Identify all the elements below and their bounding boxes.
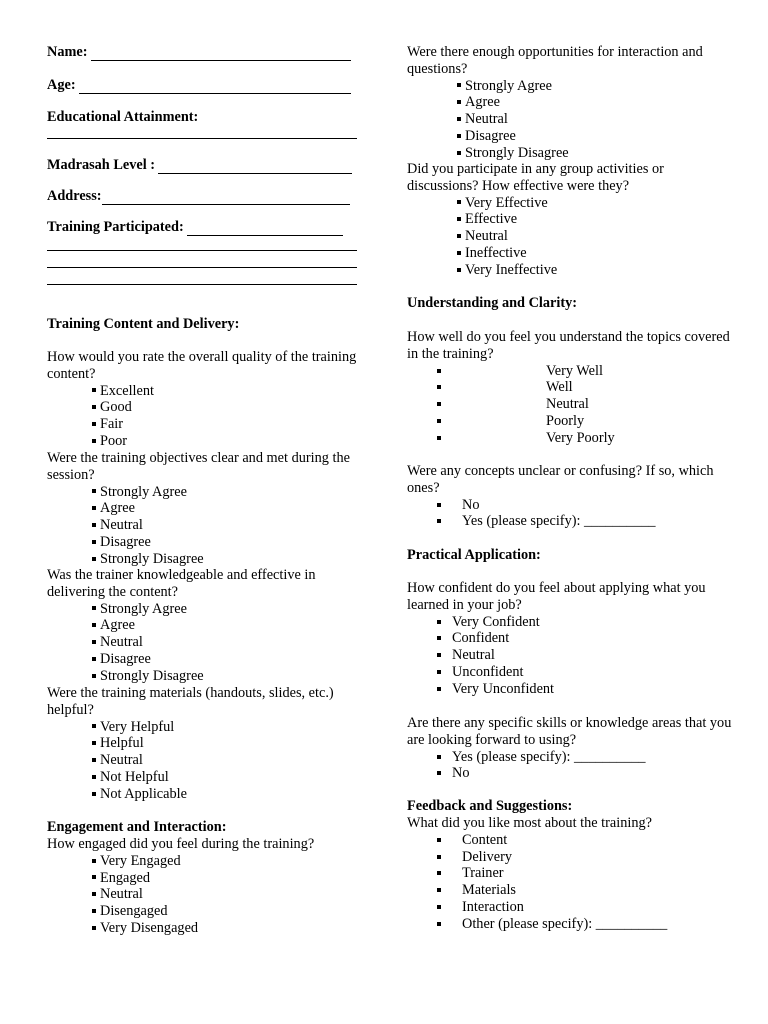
bullet-icon xyxy=(92,623,96,627)
option-very-poorly[interactable]: Very Poorly xyxy=(407,430,737,447)
option-very-effective[interactable]: Very Effective xyxy=(407,195,737,212)
option-no[interactable]: No xyxy=(407,765,737,782)
training-participated-field[interactable] xyxy=(47,219,367,236)
option-very-confident[interactable]: Very Confident xyxy=(407,614,737,631)
content-q3 xyxy=(47,567,367,685)
option-very-ineffective[interactable]: Very Ineffective xyxy=(407,262,737,279)
content-q2 xyxy=(47,450,367,568)
engagement-q3-text: Did you participate in any group activities or discussions? How effective were they? xyxy=(407,161,664,194)
bullet-icon xyxy=(457,83,461,87)
bullet-icon xyxy=(437,771,441,775)
education-field[interactable] xyxy=(47,109,367,126)
madrasah-input-line[interactable] xyxy=(158,161,352,174)
content-q3-text: Was the trainer knowledgeable and effective in delivering the content? xyxy=(47,567,316,600)
option-neutral[interactable]: Neutral xyxy=(47,886,367,903)
bullet-icon xyxy=(92,674,96,678)
engagement-q3 xyxy=(407,161,737,279)
bullet-icon xyxy=(437,670,441,674)
option-agree[interactable]: Agree xyxy=(47,500,367,517)
bullet-icon xyxy=(437,385,441,389)
content-q1-text: How would you rate the overall quality of the training content? xyxy=(47,349,357,382)
option-disagree[interactable]: Disagree xyxy=(47,651,367,668)
option-yes-specify[interactable]: Yes (please specify): __________ xyxy=(407,513,737,530)
bullet-icon xyxy=(457,117,461,121)
option-other-specify[interactable]: Other (please specify): __________ xyxy=(407,916,737,933)
bullet-icon xyxy=(92,758,96,762)
bullet-icon xyxy=(457,251,461,255)
feedback-q1-text: What did you like most about the training? xyxy=(407,815,652,831)
training-participated-input-line[interactable] xyxy=(187,223,343,236)
content-q4 xyxy=(47,685,367,803)
option-yes-specify[interactable]: Yes (please specify): __________ xyxy=(407,749,737,766)
bullet-icon xyxy=(92,422,96,426)
address-field[interactable] xyxy=(47,188,367,205)
bullet-icon xyxy=(92,875,96,879)
option-very-engaged[interactable]: Very Engaged xyxy=(47,853,367,870)
option-disagree[interactable]: Disagree xyxy=(407,128,737,145)
engagement-heading: Engagement and Interaction: xyxy=(47,819,227,835)
option-very-well[interactable]: Very Well xyxy=(407,363,737,380)
bullet-icon xyxy=(457,217,461,221)
madrasah-label: Madrasah Level : xyxy=(47,157,156,174)
option-interaction[interactable]: Interaction xyxy=(407,899,737,916)
option-strongly-agree[interactable]: Strongly Agree xyxy=(407,78,737,95)
age-field[interactable] xyxy=(47,77,367,94)
bullet-icon xyxy=(437,922,441,926)
content-q4-text: Were the training materials (handouts, slides, etc.) helpful? xyxy=(47,685,334,718)
bullet-icon xyxy=(437,838,441,842)
option-confident[interactable]: Confident xyxy=(407,630,737,647)
bullet-icon xyxy=(457,200,461,204)
bullet-icon xyxy=(437,905,441,909)
bullet-icon xyxy=(92,540,96,544)
understanding-q2 xyxy=(407,463,737,530)
bullet-icon xyxy=(437,855,441,859)
engagement-q1-text: How engaged did you feel during the training? xyxy=(47,836,315,852)
option-not-applicable[interactable]: Not Applicable xyxy=(47,786,367,803)
option-strongly-agree[interactable]: Strongly Agree xyxy=(47,601,367,618)
bullet-icon xyxy=(437,402,441,406)
understanding-q2-options xyxy=(407,497,737,531)
practical-q1-options xyxy=(407,614,737,698)
understanding-heading: Understanding and Clarity: xyxy=(407,295,577,311)
training-extra-line-1[interactable] xyxy=(47,250,357,251)
bullet-icon xyxy=(437,687,441,691)
training-extra-line-3[interactable] xyxy=(47,284,357,285)
option-strongly-disagree[interactable]: Strongly Disagree xyxy=(47,551,367,568)
bullet-icon xyxy=(92,439,96,443)
option-helpful[interactable]: Helpful xyxy=(47,735,367,752)
option-strongly-agree[interactable]: Strongly Agree xyxy=(47,484,367,501)
name-label: Name: xyxy=(47,44,88,61)
engagement-q1-options xyxy=(47,853,367,937)
understanding-q1-text: How well do you feel you understand the topics covered in the training? xyxy=(407,329,730,362)
option-poorly[interactable]: Poorly xyxy=(407,413,737,430)
option-neutral[interactable]: Neutral xyxy=(47,517,367,534)
bullet-icon xyxy=(92,388,96,392)
option-neutral[interactable]: Neutral xyxy=(407,396,737,413)
education-label: Educational Attainment: xyxy=(47,109,199,125)
option-unconfident[interactable]: Unconfident xyxy=(407,664,737,681)
practical-q2-text: Are there any specific skills or knowledge areas that you are looking forward to using? xyxy=(407,715,732,748)
bullet-icon xyxy=(437,369,441,373)
option-trainer[interactable]: Trainer xyxy=(407,865,737,882)
option-very-helpful[interactable]: Very Helpful xyxy=(47,719,367,736)
content-q3-options xyxy=(47,601,367,685)
option-disengaged[interactable]: Disengaged xyxy=(47,903,367,920)
bullet-icon xyxy=(92,523,96,527)
education-input-line[interactable] xyxy=(47,138,357,139)
content-q2-text: Were the training objectives clear and met during the session? xyxy=(47,450,350,483)
engagement-q1 xyxy=(47,836,367,937)
bullet-icon xyxy=(92,657,96,661)
bullet-icon xyxy=(92,792,96,796)
bullet-icon xyxy=(457,134,461,138)
option-agree[interactable]: Agree xyxy=(407,94,737,111)
option-neutral[interactable]: Neutral xyxy=(407,228,737,245)
bullet-icon xyxy=(92,557,96,561)
practical-q2-options xyxy=(407,749,737,783)
option-strongly-disagree[interactable]: Strongly Disagree xyxy=(47,668,367,685)
bullet-icon xyxy=(437,755,441,759)
option-very-disengaged[interactable]: Very Disengaged xyxy=(47,920,367,937)
content-q4-options xyxy=(47,719,367,803)
option-neutral[interactable]: Neutral xyxy=(47,634,367,651)
bullet-icon xyxy=(437,519,441,523)
bullet-icon xyxy=(92,926,96,930)
option-very-unconfident[interactable]: Very Unconfident xyxy=(407,681,737,698)
bullet-icon xyxy=(457,100,461,104)
option-strongly-disagree[interactable]: Strongly Disagree xyxy=(407,145,737,162)
bullet-icon xyxy=(92,892,96,896)
feedback-q1-options xyxy=(407,832,737,933)
bullet-icon xyxy=(92,405,96,409)
training-participated-label: Training Participated: xyxy=(47,219,184,236)
bullet-icon xyxy=(437,620,441,624)
content-heading: Training Content and Delivery: xyxy=(47,316,240,332)
option-good[interactable]: Good xyxy=(47,399,367,416)
content-q1 xyxy=(47,349,367,450)
bullet-icon xyxy=(92,606,96,610)
bullet-icon xyxy=(92,640,96,644)
practical-q1-text: How confident do you feel about applying what you learned in your job? xyxy=(407,580,706,613)
engagement-q2-options xyxy=(407,78,737,162)
bullet-icon xyxy=(437,871,441,875)
option-neutral[interactable]: Neutral xyxy=(407,111,737,128)
option-effective[interactable]: Effective xyxy=(407,211,737,228)
bullet-icon xyxy=(437,503,441,507)
practical-q1 xyxy=(407,580,737,698)
training-extra-line-2[interactable] xyxy=(47,267,357,268)
bullet-icon xyxy=(437,888,441,892)
option-poor[interactable]: Poor xyxy=(47,433,367,450)
feedback-q1 xyxy=(407,815,737,933)
option-not-helpful[interactable]: Not Helpful xyxy=(47,769,367,786)
option-content[interactable]: Content xyxy=(407,832,737,849)
name-input-line[interactable] xyxy=(91,48,351,61)
option-well[interactable]: Well xyxy=(407,379,737,396)
name-field[interactable] xyxy=(47,44,367,61)
bullet-icon xyxy=(92,724,96,728)
bullet-icon xyxy=(92,489,96,493)
option-materials[interactable]: Materials xyxy=(407,882,737,899)
engagement-q2-text: Were there enough opportunities for interaction and questions? xyxy=(407,44,703,77)
option-fair[interactable]: Fair xyxy=(47,416,367,433)
bullet-icon xyxy=(437,636,441,640)
option-no[interactable]: No xyxy=(407,497,737,514)
bullet-icon xyxy=(92,859,96,863)
option-excellent[interactable]: Excellent xyxy=(47,383,367,400)
option-disagree[interactable]: Disagree xyxy=(47,534,367,551)
practical-heading: Practical Application: xyxy=(407,547,541,563)
bullet-icon xyxy=(437,653,441,657)
content-q2-options xyxy=(47,484,367,568)
bullet-icon xyxy=(437,419,441,423)
practical-q2 xyxy=(407,715,737,782)
address-input-line[interactable] xyxy=(102,192,350,205)
bullet-icon xyxy=(457,234,461,238)
bullet-icon xyxy=(92,775,96,779)
engagement-q3-options xyxy=(407,195,737,279)
engagement-q2 xyxy=(407,44,737,162)
option-neutral[interactable]: Neutral xyxy=(47,752,367,769)
age-label: Age: xyxy=(47,77,76,94)
bullet-icon xyxy=(457,268,461,272)
option-agree[interactable]: Agree xyxy=(47,617,367,634)
option-delivery[interactable]: Delivery xyxy=(407,849,737,866)
age-input-line[interactable] xyxy=(79,81,351,94)
bullet-icon xyxy=(92,506,96,510)
understanding-q1-options xyxy=(407,363,737,447)
bullet-icon xyxy=(437,436,441,440)
madrasah-field[interactable] xyxy=(47,157,367,174)
bullet-icon xyxy=(92,909,96,913)
bullet-icon xyxy=(457,151,461,155)
option-engaged[interactable]: Engaged xyxy=(47,870,367,887)
address-label: Address: xyxy=(47,188,102,205)
option-ineffective[interactable]: Ineffective xyxy=(407,245,737,262)
understanding-q2-text: Were any concepts unclear or confusing? If so, which ones? xyxy=(407,463,714,496)
bullet-icon xyxy=(92,741,96,745)
understanding-q1 xyxy=(407,329,737,447)
content-q1-options xyxy=(47,383,367,450)
feedback-heading: Feedback and Suggestions: xyxy=(407,798,573,814)
option-neutral[interactable]: Neutral xyxy=(407,647,737,664)
